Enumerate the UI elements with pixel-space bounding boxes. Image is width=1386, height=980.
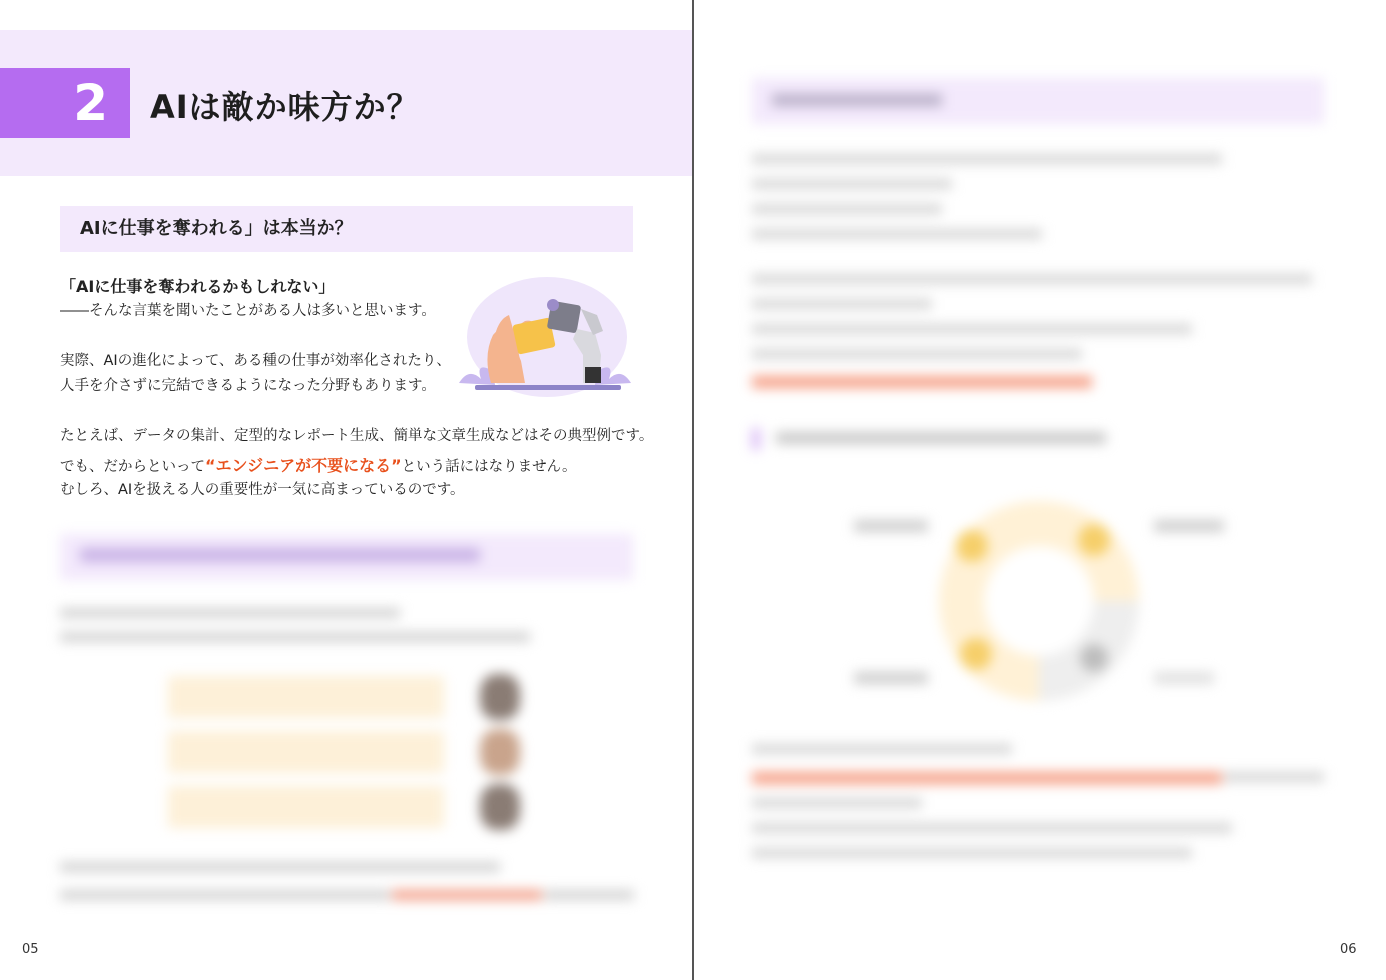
- blurred-bubble: [168, 731, 444, 773]
- page-number: 06: [1340, 942, 1357, 957]
- blurred-text-line: [60, 608, 400, 618]
- blurred-cycle-diagram: [914, 478, 1164, 724]
- blurred-text-line: [752, 744, 1012, 754]
- blurred-label: [854, 672, 928, 684]
- paragraph-line: ――そんな言葉を聞いたことがある人は多いと思います。: [60, 303, 436, 319]
- blurred-highlight-line: [752, 772, 1222, 784]
- blurred-label: [1154, 520, 1224, 532]
- blurred-person: [480, 729, 520, 775]
- quote-line: 「AIに仕事を奪われるかもしれない」: [60, 277, 335, 296]
- paragraph-line: [60, 453, 577, 480]
- blurred-text-line: [544, 890, 634, 900]
- blurred-text-line: [752, 324, 1192, 334]
- page-number: 05: [22, 942, 39, 957]
- text-segment: でも、だからといって: [60, 459, 205, 475]
- blurred-heading-text: [80, 548, 480, 562]
- paragraph-line: たとえば、データの集計、定型的なレポート生成、簡単な文章生成などはその典型例です。: [60, 428, 654, 444]
- blurred-text-line: [60, 862, 500, 872]
- chapter-title: AIは敵か味方か？: [150, 88, 420, 126]
- chapter-number: 2: [0, 68, 130, 138]
- blurred-heading-text: [772, 94, 942, 106]
- paragraph-line: 人手を介さずに完結できるようになった分野もあります。: [60, 378, 436, 394]
- blurred-highlight-line: [392, 890, 542, 900]
- blurred-text-line: [752, 179, 952, 189]
- blurred-text-line: [752, 229, 1042, 239]
- blurred-text-line: [752, 154, 1222, 164]
- paragraph-line: むしろ、AIを扱える人の重要性が一気に高まっているのです。: [60, 482, 465, 498]
- blurred-subheading-text: [776, 432, 1106, 444]
- blurred-text-line: [60, 632, 530, 642]
- blurred-text-line: [60, 890, 390, 900]
- blurred-subheading-bar: [752, 428, 760, 450]
- blurred-text-line: [752, 823, 1232, 833]
- paragraph-line: 実際、AIの進化によって、ある種の仕事が効率化されたり、: [60, 353, 451, 369]
- puzzle-hands-illustration: [455, 275, 635, 397]
- blurred-text-line: [752, 299, 932, 309]
- left-page: [0, 0, 692, 980]
- blurred-text-line: [752, 204, 942, 214]
- blurred-person: [480, 784, 520, 830]
- blurred-text-line: [1224, 772, 1324, 782]
- highlight-text: “エンジニアが不要になる”: [205, 456, 402, 475]
- blurred-text-line: [752, 349, 1082, 359]
- text-segment: という話にはなりません。: [401, 459, 577, 475]
- blurred-bubble: [168, 676, 444, 718]
- blurred-person: [480, 674, 520, 720]
- section-heading: AIに仕事を奪われる」は本当か？: [60, 206, 633, 252]
- blurred-highlight-line: [752, 376, 1092, 388]
- blurred-text-line: [752, 798, 922, 808]
- blurred-label: [854, 520, 928, 532]
- blurred-bubble: [168, 786, 444, 828]
- blurred-text-line: [752, 274, 1312, 284]
- right-page: [694, 0, 1386, 980]
- blurred-text-line: [752, 848, 1192, 858]
- blurred-label: [1154, 672, 1214, 684]
